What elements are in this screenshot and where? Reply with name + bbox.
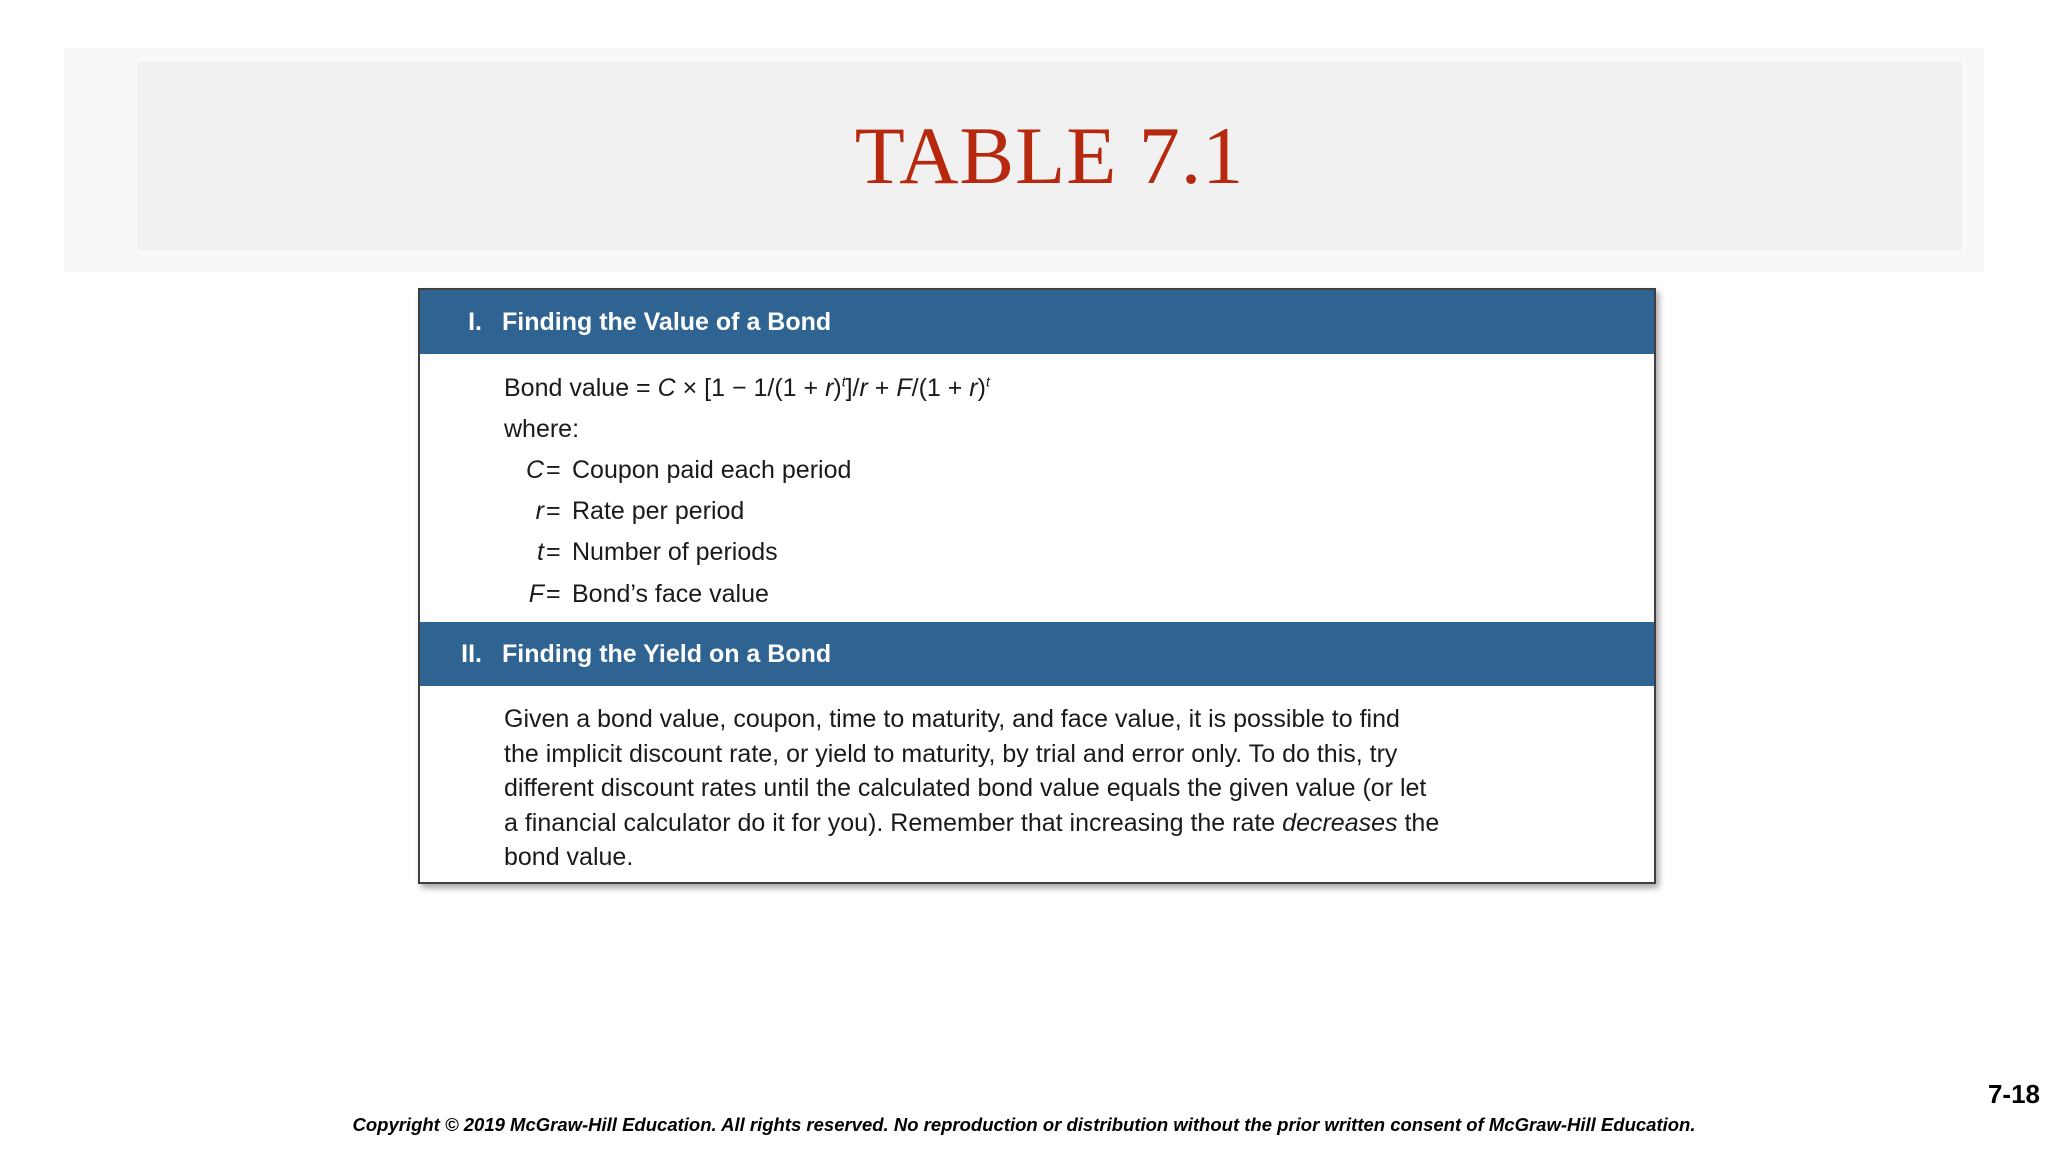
section-body-value <box>420 354 1654 620</box>
definition-row <box>420 456 1654 496</box>
formula-text: × [1 − 1/(1 + <box>675 374 826 402</box>
definition-equals: = <box>546 538 561 566</box>
formula-var: r <box>859 374 868 402</box>
where-label: where: <box>504 415 580 443</box>
copyright-notice: Copyright © 2019 McGraw-Hill Education. All rights reserved. No reproduction or distribution without the prior written consent of McGraw-Hill Education. <box>352 1114 1696 1135</box>
definition-text: Rate per period <box>572 497 745 525</box>
definition-symbol: r <box>535 497 544 525</box>
formula-text: ) <box>833 374 842 402</box>
bond-table <box>418 288 1656 884</box>
section-body-yield <box>504 686 1564 875</box>
bond-value-formula <box>504 374 990 403</box>
section-heading: Finding the Yield on a Bond <box>502 639 832 668</box>
emphasis-text: decreases <box>1282 808 1398 837</box>
paragraph-line: bond value. <box>504 843 634 871</box>
paragraph-line <box>504 806 1564 841</box>
title-band <box>137 62 1962 250</box>
formula-var: r <box>969 374 978 402</box>
definition-equals: = <box>546 456 561 484</box>
paragraph-line: different discount rates until the calculated bond value equals the given value (or let <box>504 774 1427 802</box>
formula-text: + <box>867 374 897 402</box>
slide-number: 7-18 <box>1987 1079 2040 1109</box>
section-header-yield <box>420 622 1654 686</box>
definition-text: Coupon paid each period <box>572 456 852 484</box>
section-header-value <box>420 290 1654 354</box>
section-number: I. <box>468 307 482 336</box>
definition-equals: = <box>546 497 561 525</box>
paragraph-line: the implicit discount rate, or yield to maturity, by trial and error only. To do this, try <box>504 739 1398 768</box>
definition-symbol: C <box>525 456 544 484</box>
formula-text: ) <box>977 374 986 402</box>
formula-var: F <box>896 374 912 402</box>
formula-text: Bond value = <box>504 374 658 402</box>
definition-row <box>420 580 1654 620</box>
definition-row <box>420 497 1654 537</box>
definition-symbol: t <box>537 538 544 566</box>
paragraph-text: a financial calculator do it for you). Remember that increasing the rate <box>504 808 1283 837</box>
definition-text: Bond’s face value <box>572 580 769 608</box>
slide-title: TABLE 7.1 <box>854 110 1245 201</box>
formula-exponent: t <box>841 373 846 390</box>
definition-text: Number of periods <box>572 538 778 566</box>
section-heading: Finding the Value of a Bond <box>502 307 832 336</box>
definition-row <box>420 538 1654 578</box>
section-number: II. <box>461 639 482 668</box>
formula-var: r <box>825 374 834 402</box>
formula-var: C <box>657 374 676 402</box>
formula-text: ]/ <box>845 374 860 402</box>
formula-exponent: t <box>985 373 990 390</box>
paragraph-text: the <box>1397 808 1440 837</box>
definition-equals: = <box>546 580 561 608</box>
paragraph-line: Given a bond value, coupon, time to maturity, and face value, it is possible to find <box>504 705 1400 733</box>
definition-symbol: F <box>528 580 544 608</box>
formula-text: /(1 + <box>911 374 970 402</box>
